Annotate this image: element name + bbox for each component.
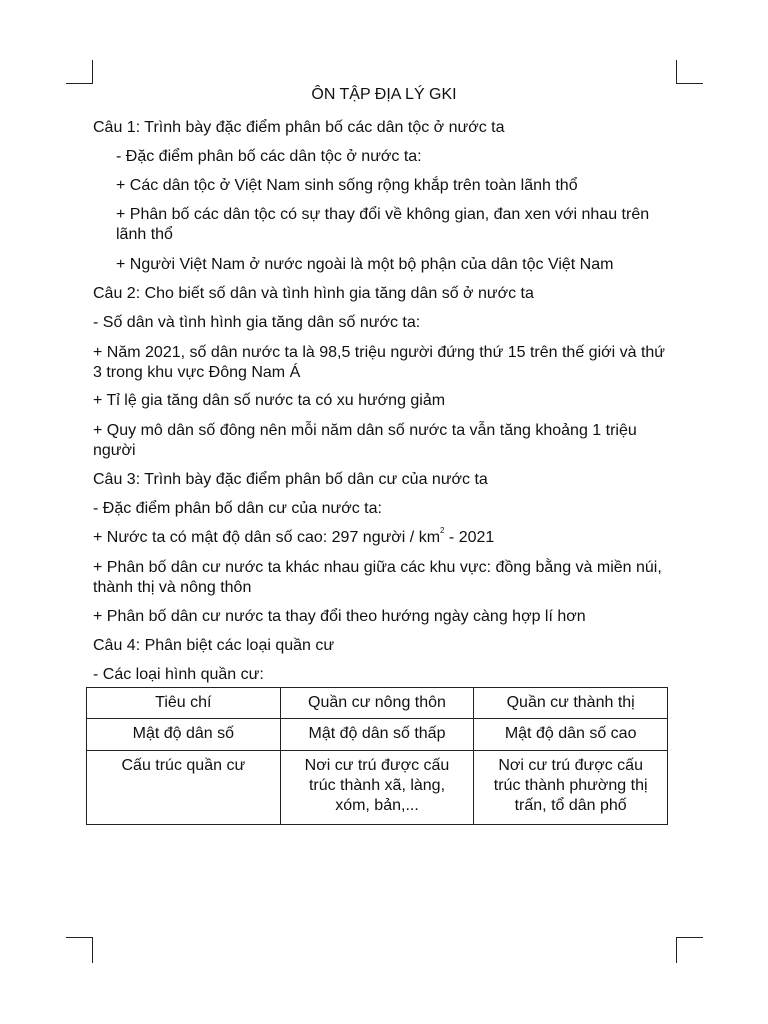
table-cell: Mật độ dân số thấp (280, 719, 474, 751)
table-header-row (87, 688, 668, 719)
crop-mark-top-left (92, 60, 93, 84)
question-4: Câu 4: Phân biệt các loại quần cư (93, 637, 335, 654)
table-cell: Nơi cư trú được cấu trúc thành phường thị trấn, tổ dân phố (474, 751, 668, 825)
q3-density-superscript: 2 (440, 526, 445, 535)
q1-point-2: + Phân bố các dân tộc có sự thay đổi về không gian, đan xen với nhau trên lãnh thổ (116, 206, 650, 243)
q1-point-3: + Người Việt Nam ở nước ngoài là một bộ phận của dân tộc Việt Nam (116, 256, 614, 273)
q3-point-1: + Phân bố dân cư nước ta khác nhau giữa các khu vực: đồng bằng và miền núi, thành thị và nông thôn (93, 559, 662, 596)
crop-mark-bottom-left (92, 937, 93, 963)
table-row (87, 719, 668, 751)
table-header-cell: Quần cư nông thôn (280, 688, 474, 719)
q3-density-text: + Nước ta có mật độ dân số cao: 297 người / km (93, 529, 441, 546)
q4-heading: - Các loại hình quần cư: (93, 666, 264, 683)
table-header-cell: Quần cư thành thị (474, 688, 668, 719)
question-2: Câu 2: Cho biết số dân và tình hình gia tăng dân số ở nước ta (93, 285, 534, 302)
q3-density-year: - 2021 (444, 529, 495, 546)
table-cell: Nơi cư trú được cấu trúc thành xã, làng, xóm, bản,... (280, 751, 474, 825)
table-cell: Mật độ dân số cao (474, 719, 668, 751)
crop-mark-bottom-right (676, 937, 703, 938)
q2-point-2: + Tỉ lệ gia tăng dân số nước ta có xu hướng giảm (93, 392, 446, 409)
crop-mark-top-right (676, 60, 677, 84)
crop-mark-top-right (676, 83, 703, 84)
q2-point-1: + Năm 2021, số dân nước ta là 98,5 triệu người đứng thứ 15 trên thế giới và thứ 3 trong khu vực Đông Nam Á (93, 344, 666, 381)
page-title: ÔN TẬP ĐỊA LÝ GKI (311, 86, 457, 103)
q1-point-1: + Các dân tộc ở Việt Nam sinh sống rộng khắp trên toàn lãnh thổ (116, 177, 578, 194)
question-1: Câu 1: Trình bày đặc điểm phân bố các dân tộc ở nước ta (93, 119, 505, 136)
q3-density-line (93, 528, 494, 548)
q2-heading: - Số dân và tình hình gia tăng dân số nước ta: (93, 314, 421, 331)
settlement-comparison-table (86, 687, 668, 825)
table-row (87, 751, 668, 825)
table-cell: Mật độ dân số (87, 719, 281, 751)
table-header-cell: Tiêu chí (87, 688, 281, 719)
crop-mark-bottom-right (676, 937, 677, 963)
crop-mark-bottom-left (66, 937, 93, 938)
q2-point-3: + Quy mô dân số đông nên mỗi năm dân số nước ta vẫn tăng khoảng 1 triệu người (93, 422, 637, 459)
crop-mark-top-left (66, 83, 93, 84)
q1-heading: - Đặc điểm phân bố các dân tộc ở nước ta: (116, 148, 422, 165)
table-cell: Cấu trúc quần cư (87, 751, 281, 825)
q3-heading: - Đặc điểm phân bố dân cư của nước ta: (93, 500, 382, 517)
question-3: Câu 3: Trình bày đặc điểm phân bố dân cư của nước ta (93, 471, 488, 488)
q3-point-2: + Phân bố dân cư nước ta thay đổi theo hướng ngày càng hợp lí hơn (93, 608, 586, 625)
